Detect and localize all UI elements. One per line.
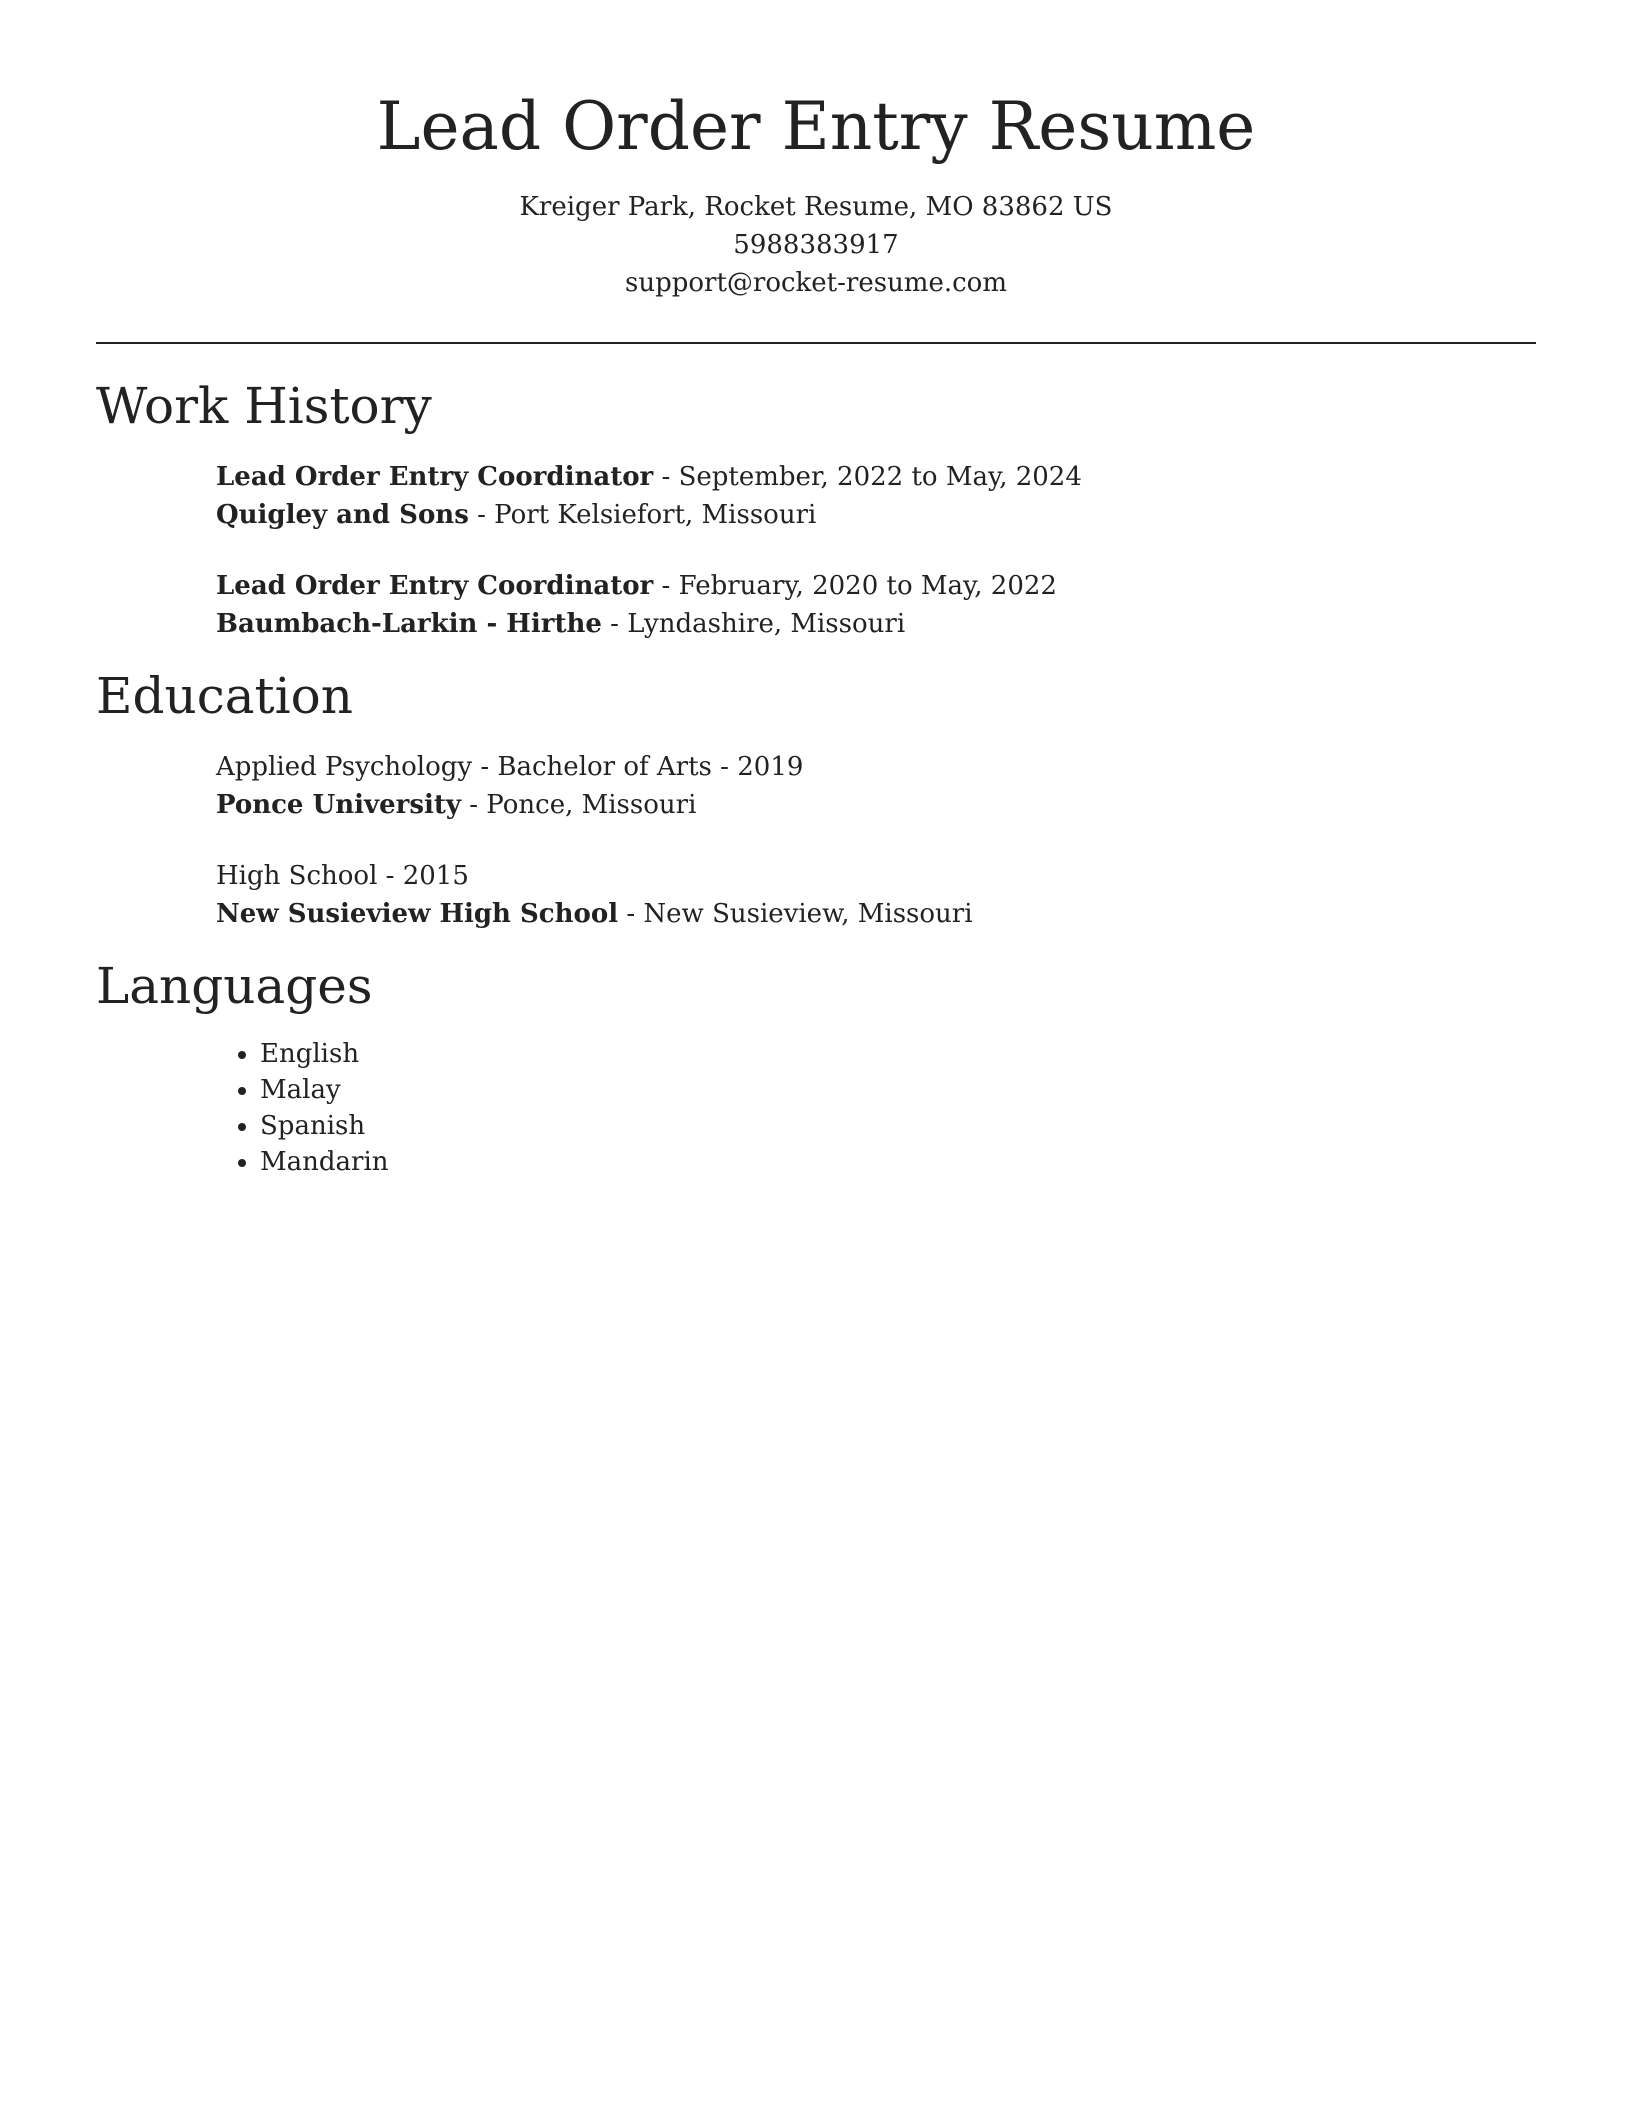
education-degree-line: Applied Psychology - Bachelor of Arts - 2019 [216,752,804,782]
work-history-heading: Work History [96,377,432,435]
degree: Applied Psychology - Bachelor of Arts [216,752,712,782]
education-entry [216,748,803,824]
school-location: New Susieview, Missouri [643,899,973,929]
employer-name: Baumbach-Larkin - Hirthe [216,609,602,639]
languages-list [216,1036,389,1180]
employer-location: Port Kelsiefort, Missouri [494,500,817,530]
education-degree-line: High School - 2015 [216,861,469,891]
contact-info [96,188,1536,302]
resume-header [96,84,1536,302]
job-dates: February, 2020 to May, 2022 [678,571,1057,601]
contact-address: Kreiger Park, Rocket Resume, MO 83862 US [519,192,1113,222]
contact-phone: 5988383917 [733,230,899,260]
school-name: New Susieview High School [216,899,619,929]
job-title: Lead Order Entry Coordinator [216,571,654,601]
work-entry-employer-line: Quigley and Sons - Port Kelsiefort, Missouri [216,500,817,530]
education-school-line: New Susieview High School - New Susieview, Missouri [216,899,973,929]
language-item: • English [260,1036,389,1072]
work-entry-employer-line: Baumbach-Larkin - Hirthe - Lyndashire, Missouri [216,609,906,639]
languages-heading: Languages [96,957,373,1015]
school-name: Ponce University [216,790,461,820]
employer-location: Lyndashire, Missouri [627,609,906,639]
contact-email: support@rocket-resume.com [624,268,1007,298]
education-school-line: Ponce University - Ponce, Missouri [216,790,697,820]
work-entry-title-line: Lead Order Entry Coordinator - September, 2022 to May, 2024 [216,462,1082,492]
resume-title: Lead Order Entry Resume [376,88,1256,165]
education-heading: Education [96,667,353,725]
job-title: Lead Order Entry Coordinator [216,462,654,492]
school-location: Ponce, Missouri [486,790,697,820]
graduation-year: 2019 [737,752,804,782]
work-entry-title-line: Lead Order Entry Coordinator - February, 2020 to May, 2022 [216,571,1057,601]
language-item: • Malay [260,1072,389,1108]
degree: High School [216,861,378,891]
work-entry [216,458,1082,534]
work-entry [216,567,1057,643]
header-divider [96,342,1536,344]
language-item: • Mandarin [260,1144,389,1180]
education-entry [216,857,973,933]
language-item: • Spanish [260,1108,389,1144]
graduation-year: 2015 [402,861,469,891]
job-dates: September, 2022 to May, 2024 [678,462,1082,492]
employer-name: Quigley and Sons [216,500,469,530]
